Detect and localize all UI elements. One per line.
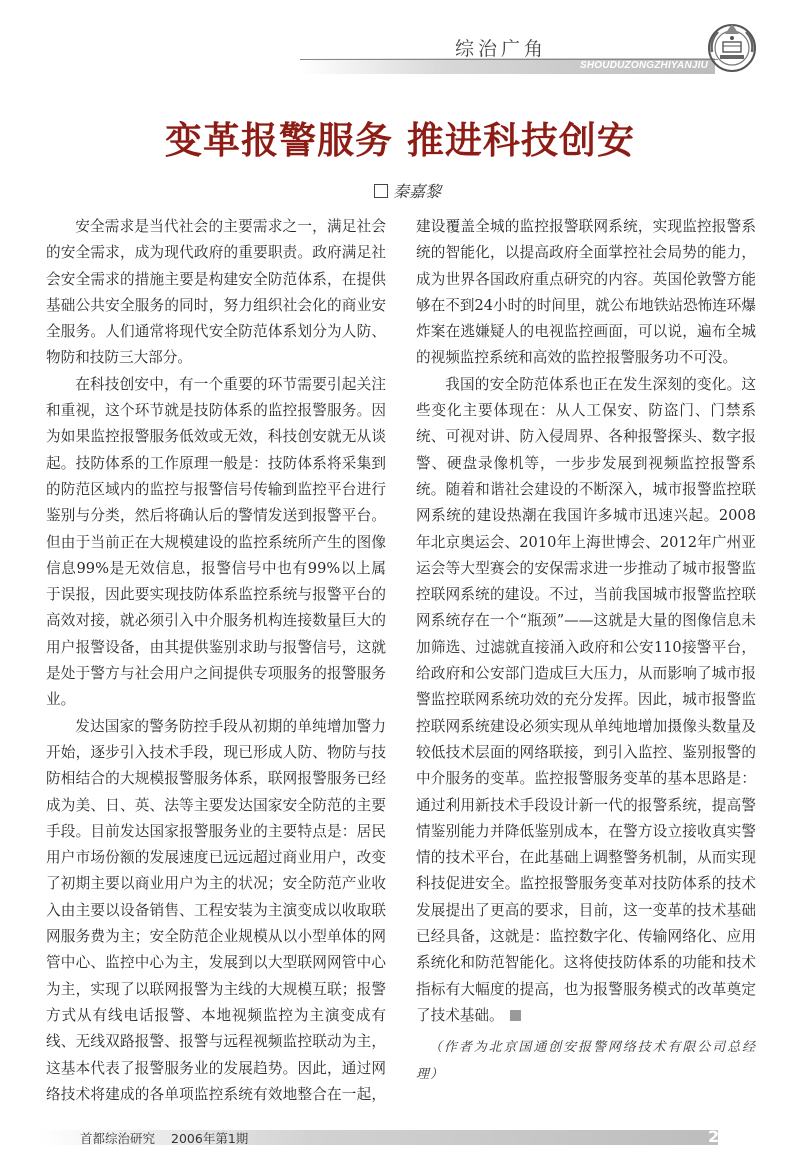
page-number: 23 (708, 1127, 731, 1146)
paragraph: 在科技创安中，有一个重要的环节需要引起关注和重视，这个环节就是技防体系的监控报警服务。因为如果监控报警服务低效或无效，科技创安就无从谈起。技防体系的工作原理一般是：技防体系将采集到的防范区域内的监控与报警信号传输到监控平台进行鉴别与分类，然后将确认后的警情发送到报警平台。但由于当前正在大规模建设的监控系统所产生的图像信息99%是无效信息，报警信号中也有99%以上属于误报，因此要实现技防体系监控系统与报警平台的高效对接，就必须引入中介服务机构连接数量巨大的用户报警设备，由其提供鉴别求助与报警信号，这就是处于警方与社会用户之间提供专项服务的报警服务业。 (46, 375, 386, 709)
paragraph-text: 我国的安全防范体系也正在发生深刻的变化。这些变化主要体现在：从人工保安、防盗门、门禁系统、可视对讲、防入侵周界、各种报警探头、数字报警、硬盘录像机等，一步步发展到视频监控报警系统。随着和谐社会建设的不断深入，城市报警监控联网系统的建设热潮在我国许多城市迅速兴起。2008年北京奥运会、2010年上海世博会、2012年广州亚运会等大型赛会的安保需求进一步推动了城市报警监控联网系统的建设。不过，当前我国城市报警监控联网系统存在一个“瓶颈”——这就是大量的图像信息未加筛选、过滤就直接涌入政府和公安110接警平台，给政府和公安部门造成巨大压力，从而影响了城市报警监控联网系统功效的充分发挥。因此，城市报警监控联网系统建设必须实现从单纯地增加摄像头数量及较低技术层面的网络联接，到引入监控、鉴别报警的中介服务的变革。监控报警服务变革的基本思路是：通过利用新技术手段设计新一代的报警系统，提高警情鉴别能力并降低鉴别成本，在警方设立接收真实警情的技术平台，在此基础上调整警务机制，从而实现科技促进安全。监控报警服务变革对技防体系的技术发展提出了更高的要求，目前，这一变革的技术基础已经具备，这就是：监控数字化、传输网络化、应用系统化和防范智能化。这将使技防体系的功能和技术指标有大幅度的提高，也为报警服务模式的改革奠定了技术基础。 (416, 375, 756, 1024)
section-title: 综治广角 (455, 38, 548, 60)
author-name: 秦嘉黎 (393, 182, 442, 201)
paragraph (416, 372, 756, 1029)
article-body (46, 214, 756, 1110)
footer-info (80, 1129, 248, 1147)
paragraph: 发达国家的警务防控手段从初期的单纯增加警力开始，逐步引入技术手段，现已形成人防、物防与技防相结合的大规模报警服务体系，联网报警服务已经成为美、日、英、法等主要发达国家安全防范的主要手段。目前发达国家报警服务业的主要特点是：居民用户市场份额的发展速度已远远超过商业用户，改变了初期主要以商业用户为主的状况；安全防范产业收入由主要以设备销售、工程安装为主演变成以收取联网服务费为主；安全防范企业规模从以小型单体的网管中心、监控中心为主，发展到以大型联网网管中心为主，实现了以联网报警为主线的大规模互联；报警方式从有线电话报警、本地视频监控为主演变成有线、无线双路报警、报警与远程视频监控联动为主，这基本代表了报警服务业的发展趋势。因此，通过网络技术将建成的各单项监控系统有效地整合在一起，建设覆盖全城的监控报警联网系统，实现监控报警系统的智能化，以提高政府全面掌控社会局势的能力，成为世界各国政府重点研究的内容。英国伦敦警方能够在不到24小时的时间里，就公布地铁站恐怖连环爆炸案在逃嫌疑人的电视监控画面，可以说，遍布全城的视频监控系统和高效的监控报警服务功不可没。 (46, 218, 756, 1103)
journal-name: 首都综治研究 (80, 1131, 156, 1146)
police-emblem-icon (706, 18, 758, 74)
byline (374, 179, 441, 202)
article-title: 变革报警服务 推进科技创安 (165, 119, 635, 162)
section-subtitle: SHOUDUZONGZHIYANJIU (580, 60, 709, 71)
issue-number: 2006年第1期 (171, 1131, 249, 1146)
author-note: （作者为北京国通创安报警网络技术有限公司总经理） (416, 1040, 756, 1082)
author-box-icon (374, 184, 388, 198)
paragraph: 安全需求是当代社会的主要需求之一，满足社会的安全需求，成为现代政府的重要职责。政府满足社会安全需求的措施主要是构建安全防范体系，在提供基础公共安全服务的同时，努力组织社会化的商业安全服务。人们通常将现代安全防范体系划分为人防、物防和技防三大部分。 (46, 218, 386, 367)
end-mark-icon (510, 1010, 521, 1021)
